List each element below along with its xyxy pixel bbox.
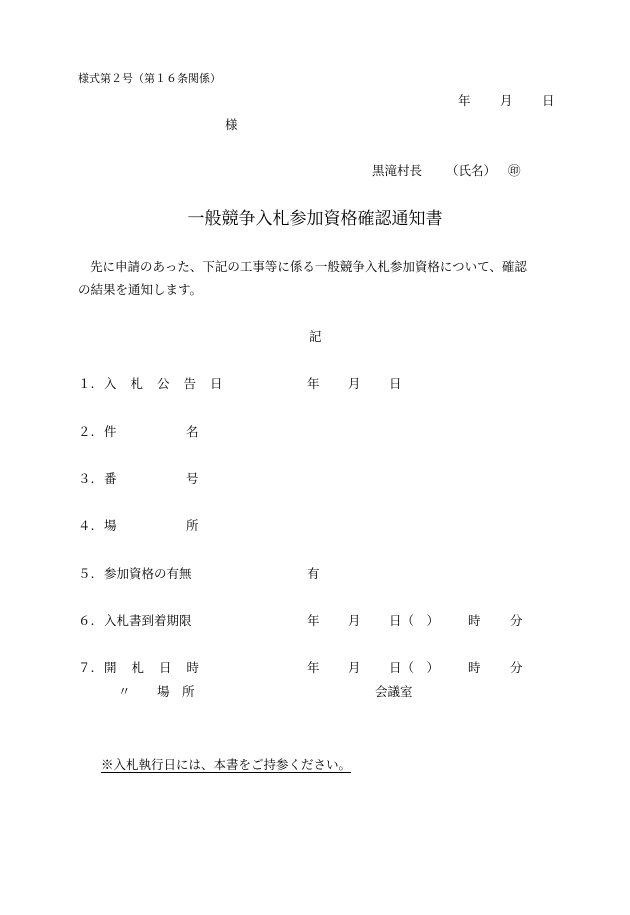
- date-month-label: 月: [500, 93, 513, 108]
- item-4-label-a: 場: [104, 518, 117, 533]
- item-7-venue-value: 会議室: [375, 684, 413, 699]
- item-7-hour: 時: [468, 660, 481, 675]
- item-1-number: １.: [78, 376, 95, 391]
- item-7-label: 開札日時: [104, 660, 215, 675]
- item-6-label: 入札書到着期限: [104, 613, 192, 628]
- item-6-day-weekday: 日（ ）: [389, 613, 440, 628]
- document-title: 一般競争入札参加資格確認通知書: [187, 209, 443, 229]
- item-4-label-b: 所: [186, 518, 199, 533]
- item-4-number: ４.: [78, 518, 95, 533]
- seal-mark: ㊞: [508, 163, 521, 178]
- item-1-label: 入札公告日: [104, 376, 237, 391]
- sender-title: 黒滝村長: [372, 163, 423, 178]
- date-year-label: 年: [458, 93, 471, 108]
- body-text-line1: 先に申請のあった、下記の工事等に係る一般競争入札参加資格について、確認: [90, 259, 527, 274]
- item-7-number: ７.: [78, 660, 95, 675]
- item-6-month: 月: [348, 613, 361, 628]
- addressee-suffix: 様: [225, 117, 238, 132]
- item-5-value: 有: [307, 566, 320, 581]
- item-3-label-a: 番: [104, 471, 117, 486]
- item-7-venue-label: 場 所: [157, 684, 195, 699]
- date-day-label: 日: [542, 93, 555, 108]
- item-6-number: ６.: [78, 613, 95, 628]
- item-2-number: ２.: [78, 424, 95, 439]
- item-7-month: 月: [348, 660, 361, 675]
- item-1-day: 日: [389, 376, 402, 391]
- item-3-label-b: 号: [186, 471, 199, 486]
- sender-name-label: （氏名）: [446, 163, 497, 178]
- item-6-hour: 時: [468, 613, 481, 628]
- item-7-year: 年: [307, 660, 320, 675]
- bring-document-note: ※入札執行日には、本書をご持参ください。: [101, 757, 352, 772]
- item-2-label-a: 件: [104, 424, 117, 439]
- item-6-year: 年: [307, 613, 320, 628]
- body-text-line2: の結果を通知します。: [78, 282, 203, 297]
- item-3-number: ３.: [78, 471, 95, 486]
- ki-heading: 記: [309, 329, 322, 344]
- item-1-month: 月: [348, 376, 361, 391]
- item-2-label-b: 名: [186, 424, 199, 439]
- item-5-label: 参加資格の有無: [104, 566, 192, 581]
- item-7-minute: 分: [510, 660, 523, 675]
- item-5-number: ５.: [78, 566, 95, 581]
- form-number: 様式第２号（第１６条関係）: [78, 72, 221, 85]
- ditto-mark: 〃: [118, 684, 131, 699]
- item-7-day-weekday: 日（ ）: [389, 660, 440, 675]
- item-1-year: 年: [307, 376, 320, 391]
- item-6-minute: 分: [510, 613, 523, 628]
